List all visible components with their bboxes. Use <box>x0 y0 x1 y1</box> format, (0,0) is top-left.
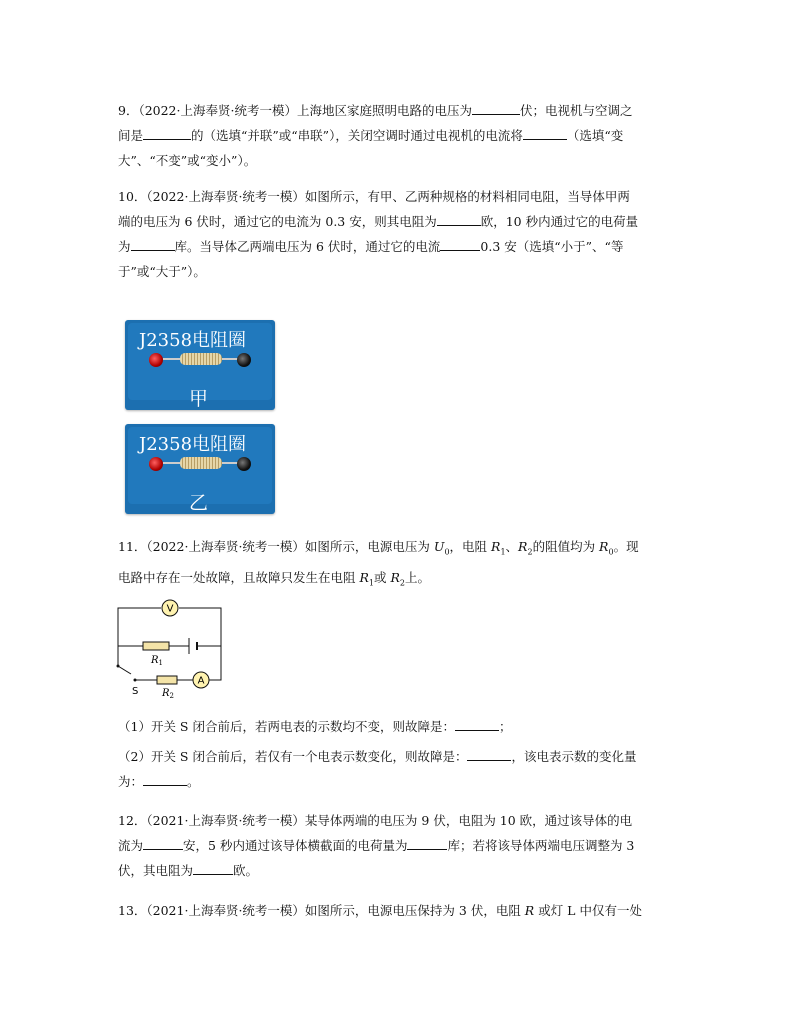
answer-blank[interactable] <box>472 100 520 115</box>
wire <box>209 646 221 680</box>
q10-line-4: 于”或“大于”）。 <box>118 264 206 279</box>
answer-blank[interactable] <box>193 860 233 875</box>
q10-line-3: 为 库。当导体乙两端电压为 6 伏时，通过它的电流 0.3 安（选填“小于”、“等 <box>118 234 680 259</box>
resistor-coil-icon <box>180 457 222 469</box>
photo-title: J2358电阻圈 <box>139 434 247 455</box>
q13-line-1: 13．（2021·上海奉贤·统考一模）如图所示，电源电压保持为 3 伏，电阻 R 或灯 L 中仅有一处 <box>118 903 642 918</box>
answer-blank[interactable] <box>523 125 567 140</box>
q11-sub-2-cont: 为： 。 <box>118 769 680 794</box>
lead-wire <box>163 358 181 360</box>
switch-contact-icon <box>134 679 137 682</box>
resistor-photo-b <box>125 424 275 514</box>
answer-blank[interactable] <box>437 211 481 226</box>
lead-wire <box>221 358 238 360</box>
question-11 <box>118 534 680 595</box>
q12-line-2: 流为 安，5 秒内通过该导体横截面的电荷量为 库；若将该导体两端电压调整为 3 <box>118 833 680 858</box>
red-terminal-icon <box>149 457 163 471</box>
photo-title: J2358电阻圈 <box>139 330 247 351</box>
answer-blank[interactable] <box>455 716 499 731</box>
q11-sub-2: （2）开关 S 闭合前后，若仅有一个电表示数变化，则故障是： ，该电表示数的变化量 <box>118 744 680 769</box>
q9-line-3: 大”、“不变”或“变小”）。 <box>118 153 257 168</box>
voltmeter-label: V <box>166 603 174 615</box>
q10-line-2: 端的电压为 6 伏时，通过它的电流为 0.3 安，则其电阻为 欧，10 秒内通过它的电荷量 <box>118 209 680 234</box>
circuit-diagram <box>113 598 233 698</box>
question-9 <box>118 98 680 173</box>
r1-label: $R_1$ <box>151 655 163 667</box>
q11-sub-1: （1）开关 S 闭合前后，若两电表的示数均不变，则故障是： ； <box>118 714 680 739</box>
photo-label: 乙 <box>189 492 209 514</box>
photo-label: 甲 <box>189 388 209 410</box>
answer-blank[interactable] <box>131 236 175 251</box>
answer-blank[interactable] <box>143 125 191 140</box>
lead-wire <box>163 462 181 464</box>
r2-label: $R_2$ <box>162 688 174 698</box>
question-13 <box>118 898 680 923</box>
ammeter-label: A <box>197 675 205 687</box>
q9-line-1: 9．（2022·上海奉贤·统考一模）上海地区家庭照明电路的电压为 伏；电视机与空调之 <box>118 98 680 123</box>
wire <box>179 608 221 646</box>
switch-blade-icon[interactable] <box>118 666 131 674</box>
answer-blank[interactable] <box>407 835 447 850</box>
q9-line-2: 间是 的（选填“并联”或“串联”），关闭空调时通过电视机的电流将 （选填“变 <box>118 123 680 148</box>
lead-wire <box>221 462 238 464</box>
resistor-r1-icon <box>143 642 169 650</box>
q10-line-1: 10．（2022·上海奉贤·统考一模）如图所示，有甲、乙两种规格的材料相同电阻，当导体甲两 <box>118 189 630 204</box>
answer-blank[interactable] <box>143 835 183 850</box>
black-terminal-icon <box>237 457 251 471</box>
question-10 <box>118 184 680 284</box>
resistor-r2-icon <box>157 676 177 684</box>
red-terminal-icon <box>149 353 163 367</box>
q11-line-1: 11．（2022·上海奉贤·统考一模）如图所示，电源电压为 $U_0$，电阻 $R_1$、$R_2$的阻值均为 $R_0$。现 <box>118 539 639 557</box>
question-11-subitems <box>118 714 680 794</box>
resistor-coil-icon <box>180 353 222 365</box>
wire <box>118 608 161 646</box>
black-terminal-icon <box>237 353 251 367</box>
switch-label: S <box>132 686 139 697</box>
answer-blank[interactable] <box>143 771 187 786</box>
resistor-photo-a <box>125 320 275 410</box>
question-12 <box>118 808 680 883</box>
q11-line-2: 电路中存在一处故障，且故障只发生在电阻 $R_1$或 $R_2$上。 <box>118 569 431 587</box>
answer-blank[interactable] <box>467 746 511 761</box>
answer-blank[interactable] <box>440 236 480 251</box>
q12-line-3: 伏，其电阻为 欧。 <box>118 858 680 883</box>
q12-line-1: 12．（2021·上海奉贤·统考一模）某导体两端的电压为 9 伏，电阻为 10 欧，通过该导体的电 <box>118 813 633 828</box>
